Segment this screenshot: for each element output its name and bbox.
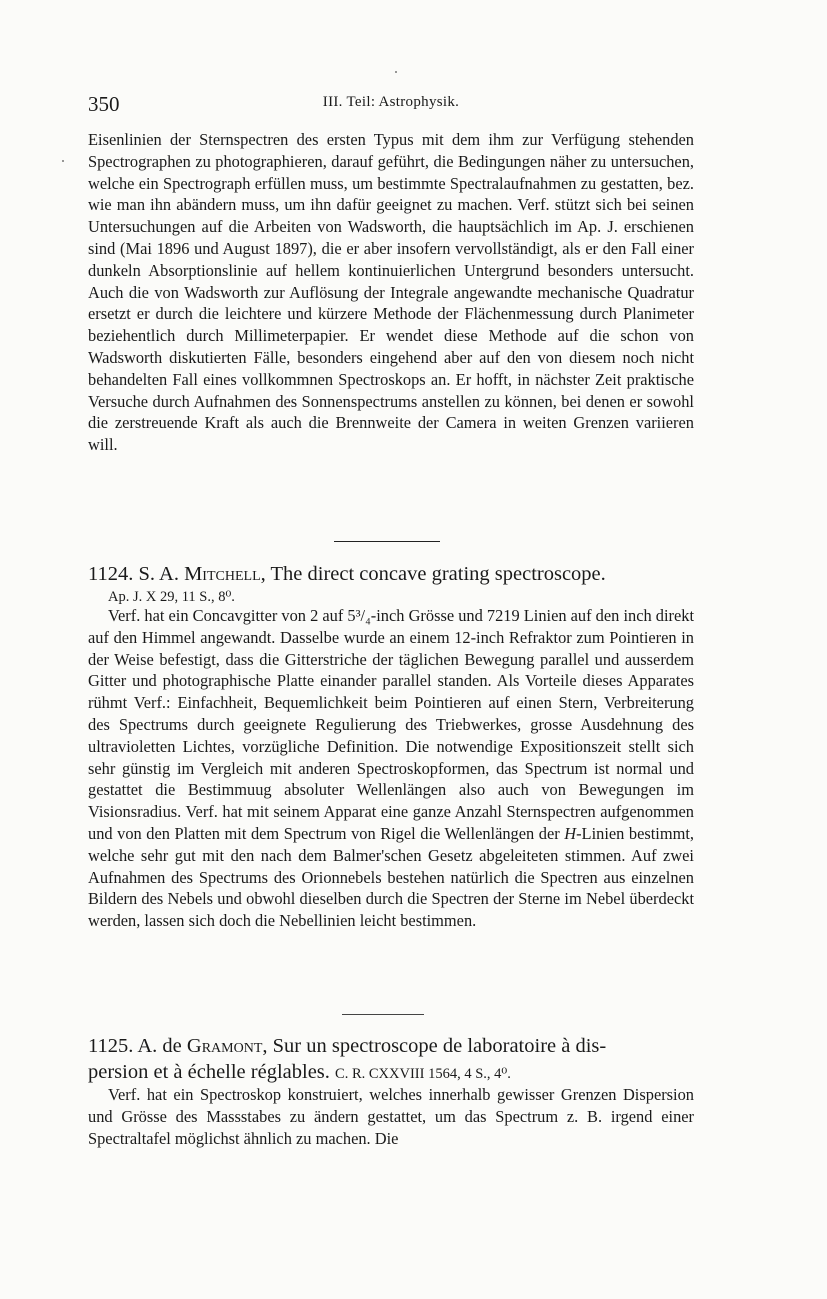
entry-number: 1125. [88,1035,134,1057]
entry-1125-body: Verf. hat ein Spectroskop konstruiert, welches innerhalb gewisser Grenzen Dispersion und Grösse des Massstabes zu ändern gestattet, um das Spectrum z. B. irgend einer Spectraltafel möglichst ähnlich zu machen. Die [88,1085,694,1148]
entry-1125-body-block [88,1084,694,1149]
intro-paragraph: Eisenlinien der Sternspectren des ersten Typus mit dem ihm zur Verfügung stehenden Spectrographen zu photographieren, darauf geführt, die Bedingungen näher zu untersuchen, welche ein Spectrograph erfüllen muss, um bestimmte Spectralaufnahmen zu gestatten, bez. wie man ihn abändern muss, um ihn dafür geeignet zu machen. Verf. stützt sich bei seinen Untersuchungen auf die Arbeiten von Wadsworth, die hauptsächlich im Ap. J. erschienen sind (Mai 1896 und August 1897), die er aber insofern vervollständigt, als er den Fall einer dunkeln Absorptionslinie auf hellem kontinuierlichen Untergrund besonders untersucht. Auch die von Wadsworth zur Auflösung der Integrale angewandte mechanische Quadratur ersetzt er durch die leichtere und kürzere Methode der Flächenmessung durch Planimeter beziehentlich durch Millimeterpapier. Er wendet diese Methode auf die schon von Wadsworth diskutierten Fälle, besonders eingehend aber auf den von diesem noch nicht behandelten Fall eines vollkommnen Spectroskops an. Er hofft, in nächster Zeit praktische Versuche durch Aufnahmen des Sonnenspectrums anstellen zu können, bei denen er sowohl die zerstreuende Kraft als auch die Brennweite der Camera in weiten Grenzen variieren will. [88,130,694,455]
entry-1124-body-block [88,605,694,932]
entry-title: The direct concave grating spectroscope. [270,563,606,585]
entry-1125-title-line [88,1059,694,1087]
entry-1124-heading [88,561,694,606]
running-head: III. Teil: Astrophysik. [322,94,460,110]
speck-mark [62,160,64,162]
section-divider [342,1014,424,1015]
entry-title: Sur un spectroscope de laboratoire à dis- [272,1035,607,1057]
entry-author-prefix: A. de [137,1035,187,1057]
entry-1125-title-line [88,1033,694,1059]
entry-title: persion et à échelle réglables. [88,1061,330,1083]
entry-author: Gramont, [186,1035,268,1057]
page-number: 350 [88,92,120,116]
entry-number: 1124. [88,563,134,585]
entry-1124-citation: Ap. J. X 29, 11 S., 8⁰. [108,589,235,605]
speck-mark [395,71,397,73]
entry-body-italic: H [564,823,577,843]
entry-body-text: -Linien bestimmt, welche sehr gut mit den nach dem Balmer'schen Gesetz abgeleiteten stimmen. Auf zwei Aufnahmen des Spectrums des Orionnebels bestehen natürlich die Spectren aus einzelnen Bildern des Nebels und obwohl dieselben durch die Spectren der Sterne im Nebel überdeckt werden, lassen sich doch die Nebellinien leicht bestimmen. [88,823,694,931]
intro-paragraph-block [88,129,694,456]
entry-1124-title-line [88,561,694,587]
section-divider [334,541,440,542]
page-header [88,92,694,116]
entry-1124-body [88,605,694,932]
entry-1125-citation: C. R. CXXVIII 1564, 4 S., 4⁰. [335,1066,511,1082]
entry-author: S. A. Mitchell, [138,563,266,585]
entry-1125-heading [88,1033,694,1087]
entry-body-text: Verf. hat ein Concavgitter von 2 auf 5³/₄-inch Grösse und 7219 Linien auf den inch direkt auf den Himmel angewandt. Dasselbe wurde an einem 12-inch Refraktor zum Pointieren in der Weise befestigt, dass die Gitterstriche der täglichen Bewegung parallel und ausserdem Gitter und photographische Platte einander parallel standen. Als Vorteile dieses Apparates rühmt Verf.: Einfachheit, Bequemlichkeit beim Pointieren auf einen Stern, Verbreiterung des Spectrums durch geeignete Regulierung des Triebwerkes, grosse Ausdehnung des ultravioletten Lichtes, vorzügliche Definition. Die notwendige Expositionszeit stellt sich sehr günstig im Vergleich mit anderen Spectroskopformen, das Spectrum ist normal und gestattet die Bestimmuug absoluter Wellenlängen also auch von Bewegungen im Visionsradius. Verf. hat mit seinem Apparat eine ganze Anzahl Sternspectren aufgenommen und von den Platten mit dem Spectrum von Rigel die Wellenlängen der [88,606,694,843]
